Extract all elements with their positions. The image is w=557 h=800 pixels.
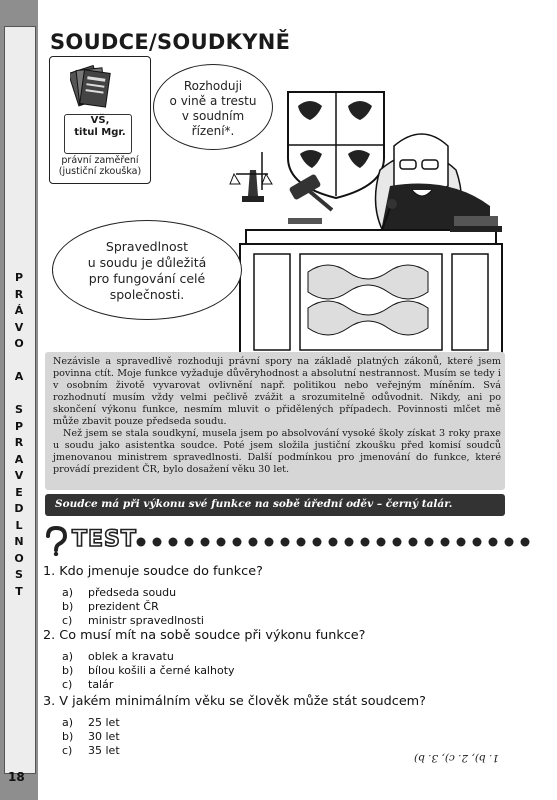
sidebar-letter: P — [14, 419, 24, 433]
option-item — [62, 744, 120, 757]
paragraph-2: Než jsem se stala soudkyní, musela jsem po absolvování vysoké školy získat 3 roky praxe u soudu jako asistentka soudce. Poté jsem složila justiční zkoušku před komisí soudců jmenovanou ministrem spravedlnosti. Další podmínkou pro jmenování do funkce, které provádí prezident ČR, bylo dosažení věku 30 let. — [53, 428, 501, 475]
divider-dot — [473, 538, 482, 547]
paragraph-1: Nezávisle a spravedlivě rozhoduji právní spory na základě platných zákonů, které jsem povinna ctít. Moje funkce vyžaduje důvěryhodnost a absolutní nestrannost. Musím se tedy i v osobním životě vyvarovat ovlivnění např. politikou nebo veřejným míněním. Svá rozhodnutí musím vždy velmi pečlivě zvážit a srozumitelně odůvodnit. Nikdy, ani po skončení výkonu funkce, nesmím mluvit o přidělených případech. Povinnosti mlčet mě může zbavit pouze předseda soudu. — [53, 356, 501, 427]
divider-dot — [521, 538, 530, 547]
option-item — [62, 586, 176, 599]
divider-dot — [393, 538, 402, 547]
divider-dot — [441, 538, 450, 547]
option-letter: b) — [62, 730, 74, 743]
degree-line-1: VŠ, — [90, 115, 110, 126]
divider-dot — [361, 538, 370, 547]
option-letter: a) — [62, 650, 74, 663]
degree-line-2: titul Mgr. — [74, 127, 126, 138]
sidebar-letter: R — [14, 287, 24, 301]
option-item — [62, 664, 235, 677]
option-text: 25 let — [88, 716, 120, 729]
highlight-text: Soudce má při výkonu své funkce na sobě úřední oděv – černý talár. — [55, 498, 453, 510]
sidebar-letter: R — [14, 436, 24, 449]
sidebar-letter — [0, 353, 38, 370]
option-item — [62, 600, 159, 613]
option-letter: b) — [62, 600, 74, 613]
sidebar-letter: V — [14, 469, 24, 482]
option-text: oblek a kravatu — [88, 650, 174, 663]
option-item — [62, 678, 113, 691]
divider-dot — [489, 538, 498, 547]
speech-bubble-decides — [153, 64, 273, 150]
question-3: 3. V jakém minimálním věku se člověk může stát soudcem? — [43, 694, 426, 709]
sidebar-letter: A — [14, 452, 24, 466]
divider-dot — [249, 538, 258, 547]
sidebar-letter: T — [15, 584, 23, 598]
divider-dot — [233, 538, 242, 547]
sidebar-letter: P — [14, 271, 24, 284]
focus-label: právní zaměření (justiční zkouška) — [58, 155, 142, 177]
sidebar-letter: D — [14, 502, 24, 515]
option-letter: c) — [62, 744, 73, 757]
divider-dot — [425, 538, 434, 547]
bubble1-line: v soudním — [181, 109, 245, 123]
sidebar-letter: L — [15, 518, 23, 532]
sidebar-letter — [0, 386, 38, 403]
sidebar-letter: O — [14, 337, 24, 350]
question-1: 1. Kdo jmenuje soudce do funkce? — [43, 564, 263, 579]
option-item — [62, 650, 174, 663]
bubble2-line: společnosti. — [109, 287, 185, 302]
option-text: talár — [88, 678, 114, 691]
divider-dot — [457, 538, 466, 547]
divider-dot — [281, 538, 290, 547]
option-letter: b) — [62, 664, 74, 677]
option-letter: a) — [62, 716, 74, 729]
divider-dot — [265, 538, 274, 547]
option-item — [62, 730, 120, 743]
upside-down-answers: 1. b), 2. c), 3. b) — [414, 752, 500, 764]
option-letter: c) — [62, 614, 73, 627]
body-text — [53, 356, 501, 476]
option-text: předseda soudu — [88, 586, 177, 599]
option-text: bílou košili a černé kalhoty — [88, 664, 235, 677]
question-mark-icon — [43, 526, 69, 556]
option-item — [62, 614, 204, 627]
divider-dot — [297, 538, 306, 547]
divider-dot — [345, 538, 354, 547]
divider-dot — [137, 538, 146, 547]
divider-dot — [409, 538, 418, 547]
divider-dot — [505, 538, 514, 547]
test-heading: TEST — [72, 527, 137, 552]
sidebar-letter: N — [14, 535, 24, 548]
divider-dot — [185, 538, 194, 547]
page-number: 18 — [8, 770, 25, 784]
sidebar-vertical-label — [0, 270, 38, 600]
degree-label — [56, 115, 144, 139]
divider-dot — [217, 538, 226, 547]
bubble1-line: o vině a trestu — [169, 94, 257, 108]
bubble2-line: Spravedlnost — [105, 239, 189, 254]
divider-dot — [169, 538, 178, 547]
divider-dot — [313, 538, 322, 547]
highlight-bar — [45, 494, 505, 516]
certificate-stack-icon — [70, 65, 114, 111]
sidebar-letter: A — [14, 370, 24, 383]
sidebar-letter: Á — [14, 304, 24, 317]
bubble2-line: pro fungování celé — [88, 271, 206, 286]
divider-dot — [377, 538, 386, 547]
sidebar-letter: E — [15, 485, 23, 499]
sidebar-letter: S — [15, 403, 23, 416]
page-title: SOUDCE/SOUDKYNĚ — [50, 30, 291, 54]
bubble1-line: řízení*. — [191, 124, 235, 138]
dotted-divider — [135, 536, 535, 548]
speech-bubble-justice — [52, 220, 242, 320]
sidebar-letter: S — [15, 568, 23, 581]
option-letter: a) — [62, 586, 74, 599]
option-text: ministr spravedlnosti — [88, 614, 204, 627]
divider-dot — [153, 538, 162, 547]
qualification-badge — [49, 56, 151, 184]
bubble2-line: u soudu je důležitá — [87, 255, 207, 270]
option-text: prezident ČR — [88, 600, 159, 613]
bubble1-line: Rozhoduji — [183, 79, 243, 93]
sidebar-letter: O — [14, 551, 24, 565]
divider-dot — [329, 538, 338, 547]
option-letter: c) — [62, 678, 73, 691]
sidebar-letter: V — [14, 320, 24, 334]
option-item — [62, 716, 120, 729]
question-2: 2. Co musí mít na sobě soudce při výkonu funkce? — [43, 628, 366, 643]
divider-dot — [201, 538, 210, 547]
justice-statue-icon — [230, 152, 272, 202]
option-text: 35 let — [88, 744, 120, 757]
option-text: 30 let — [88, 730, 120, 743]
judge-desk — [240, 216, 502, 354]
